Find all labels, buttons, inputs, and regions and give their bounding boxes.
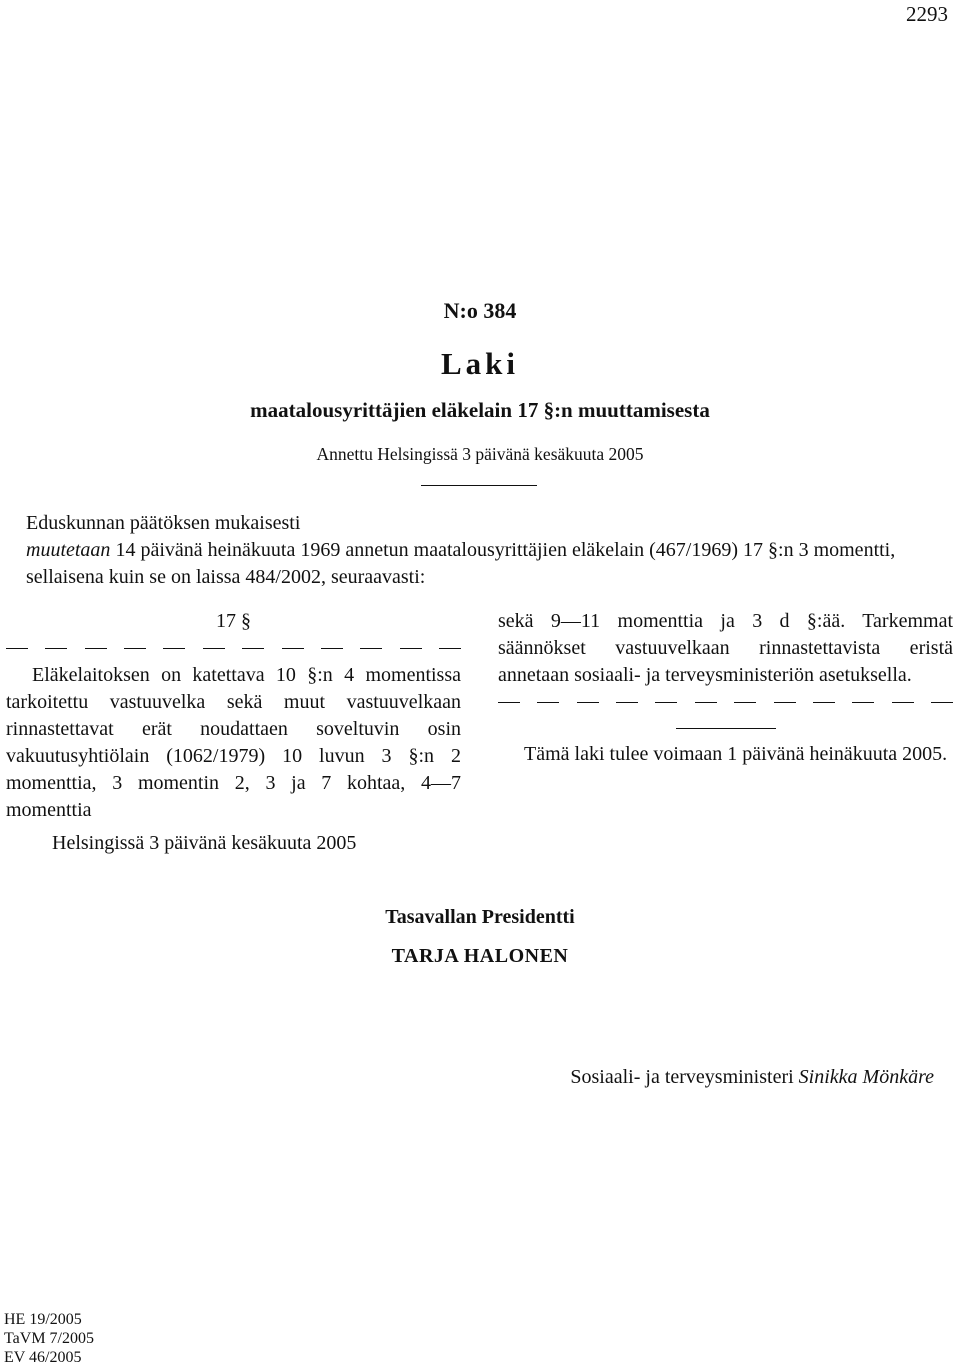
references <box>4 1310 94 1367</box>
section-divider <box>676 728 776 729</box>
omission-dashes-right <box>498 689 953 716</box>
omission-dashes-left <box>6 635 461 662</box>
given-line: Annettu Helsingissä 3 päivänä kesäkuuta 2005 <box>316 444 644 464</box>
reference-he: HE 19/2005 <box>4 1311 82 1328</box>
section-right-column <box>498 608 953 768</box>
amend-text: 14 päivänä heinäkuuta 1969 annetun maatalousyrittäjien eläkelain (467/1969) 17 §:n 3 momentti, sellaisena kuin se on laissa 484/2002, seuraavasti: <box>26 539 896 588</box>
section-left-column <box>6 608 461 824</box>
title-divider <box>421 485 537 486</box>
law-subtitle: maatalousyrittäjien eläkelain 17 §:n muuttamisesta <box>250 398 710 422</box>
minister-signature <box>570 1066 934 1089</box>
reference-ev: EV 46/2005 <box>4 1349 82 1366</box>
section-text-right: sekä 9—11 momenttia ja 3 d §:ää. Tarkemmat säännökset vastuuvelkaan rinnastettavista eristä annetaan sosiaali- ja terveysministeriön asetuksella. <box>498 610 953 686</box>
intro-paragraph <box>26 510 956 591</box>
section-number: 17 § <box>216 610 251 632</box>
amend-word: muutetaan <box>26 539 111 561</box>
law-title: Laki <box>440 346 520 381</box>
entry-into-force: Tämä laki tulee voimaan 1 päivänä heinäkuuta 2005. <box>524 743 948 765</box>
intro-amendment <box>26 537 956 591</box>
statute-number: N:o 384 <box>443 298 517 323</box>
intro-line1: Eduskunnan päätöksen mukaisesti <box>26 512 301 534</box>
minister-name: Sinikka Mönkäre <box>798 1066 934 1088</box>
reference-tavm: TaVM 7/2005 <box>4 1330 94 1347</box>
page-number: 2293 <box>906 2 948 26</box>
president-title: Tasavallan Presidentti <box>385 906 575 928</box>
president-name: TARJA HALONEN <box>391 945 569 967</box>
minister-title: Sosiaali- ja terveysministeri <box>570 1066 799 1088</box>
section-text-left: Eläkelaitoksen on katettava 10 §:n 4 momentissa tarkoitettu vastuuvelka sekä muut vastuuvelkaan rinnastettavat erät noudattaen soveltuvin osin vakuutusyhtiölain (1062/1979) 10 luvun 3 §:n 2 momenttia, 3 momentin 2, 3 ja 7 kohtaa, 4—7 momenttia <box>6 664 461 821</box>
signing-place-date: Helsingissä 3 päivänä kesäkuuta 2005 <box>52 832 357 854</box>
